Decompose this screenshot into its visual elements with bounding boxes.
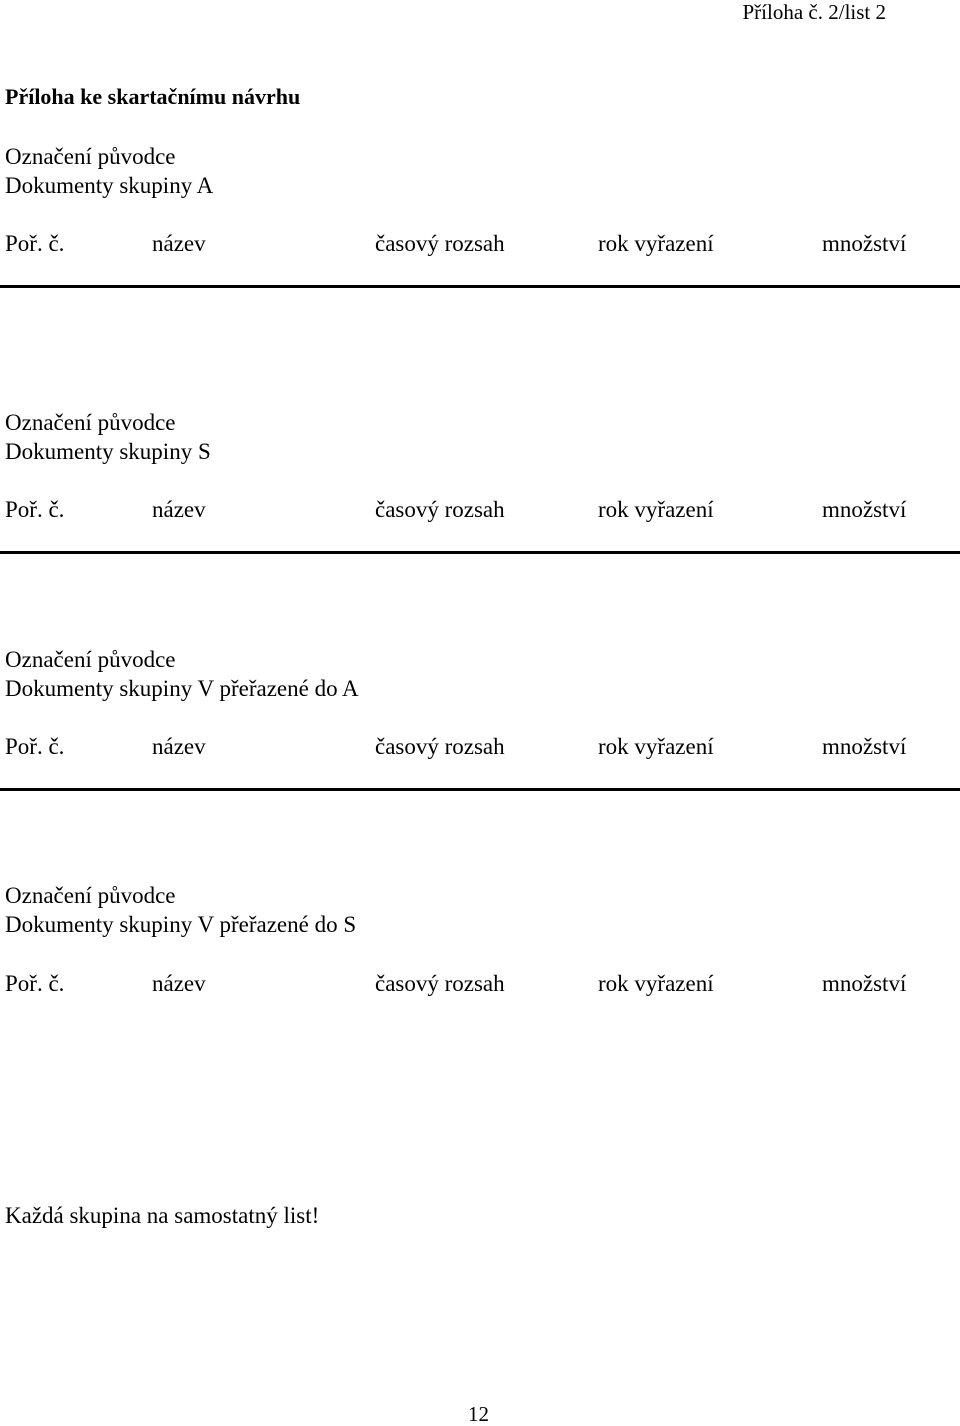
col-header-year: rok vyřazení <box>598 734 714 759</box>
page-title: Příloha ke skartačnímu návrhu <box>5 84 301 109</box>
col-header-num: Poř. č. <box>5 497 65 522</box>
table-rule <box>0 788 960 791</box>
col-header-num: Poř. č. <box>5 971 65 996</box>
col-header-qty: množství <box>822 497 907 522</box>
col-header-name: název <box>152 734 206 759</box>
originator-label: Označení původce <box>5 144 176 169</box>
col-header-qty: množství <box>822 231 907 256</box>
col-header-qty: množství <box>822 971 907 996</box>
col-header-qty: množství <box>822 734 907 759</box>
table-rule <box>0 551 960 554</box>
page-number: 12 <box>468 1402 489 1426</box>
col-header-year: rok vyřazení <box>598 971 714 996</box>
col-header-range: časový rozsah <box>375 734 505 759</box>
col-header-num: Poř. č. <box>5 231 65 256</box>
col-header-year: rok vyřazení <box>598 497 714 522</box>
col-header-num: Poř. č. <box>5 734 65 759</box>
col-header-name: název <box>152 231 206 256</box>
group-title: Dokumenty skupiny A <box>5 173 214 198</box>
table-rule <box>0 285 960 288</box>
group-title: Dokumenty skupiny S <box>5 439 211 464</box>
annex-reference: Příloha č. 2/list 2 <box>742 0 886 24</box>
originator-label: Označení původce <box>5 410 176 435</box>
col-header-range: časový rozsah <box>375 971 505 996</box>
col-header-name: název <box>152 971 206 996</box>
originator-label: Označení původce <box>5 883 176 908</box>
col-header-range: časový rozsah <box>375 497 505 522</box>
group-title: Dokumenty skupiny V přeřazené do S <box>5 912 357 937</box>
col-header-year: rok vyřazení <box>598 231 714 256</box>
originator-label: Označení původce <box>5 647 176 672</box>
group-title: Dokumenty skupiny V přeřazené do A <box>5 676 359 701</box>
col-header-name: název <box>152 497 206 522</box>
footnote: Každá skupina na samostatný list! <box>5 1203 320 1228</box>
col-header-range: časový rozsah <box>375 231 505 256</box>
